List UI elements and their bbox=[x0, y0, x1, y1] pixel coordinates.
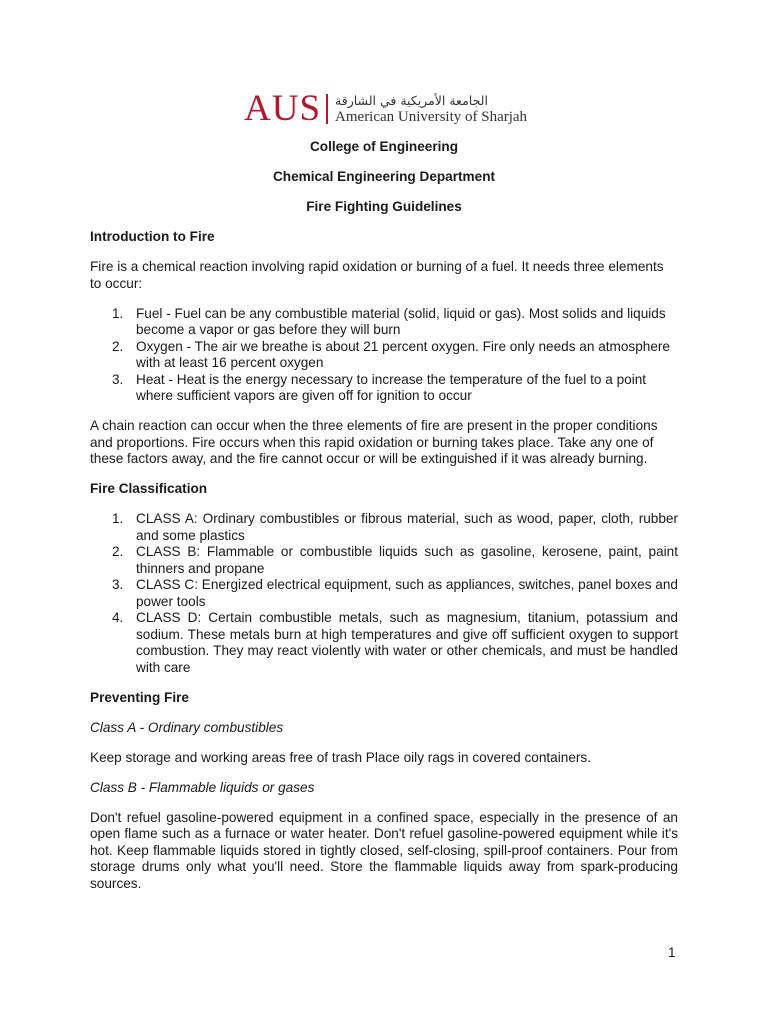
document-body bbox=[90, 139, 678, 892]
intro-text: Fire is a chemical reaction involving rapid oxidation or burning of a fuel. It needs three elements to occur: bbox=[90, 259, 664, 291]
page-number: 1 bbox=[668, 945, 676, 960]
aus-logo bbox=[244, 89, 527, 129]
logo-abbr: AUS bbox=[244, 88, 322, 129]
list-item: 1. CLASS A: Ordinary combustibles or fibrous material, such as wood, paper, cloth, rubber and some plastics bbox=[112, 511, 678, 543]
list-item: 4. CLASS D: Certain combustible metals, such as magnesium, titanium, potassium and sodium. These metals burn at high temperatures and give off sufficient oxygen to support combustion. They may react violently with water or other chemicals, and must be handled with care bbox=[112, 610, 678, 675]
logo-text bbox=[335, 93, 527, 125]
logo-english-name: American University of Sharjah bbox=[335, 109, 528, 125]
logo-divider bbox=[326, 94, 328, 124]
college-title: College of Engineering bbox=[309, 139, 459, 154]
list-item: 1. Fuel - Fuel can be any combustible material (solid, liquid or gas). Most solids and liquids become a vapor or gas before they will burn bbox=[112, 305, 666, 337]
list-item: 2. Oxygen - The air we breathe is about 21 percent oxygen. Fire only needs an atmosphere with at least 16 percent oxygen bbox=[112, 338, 670, 370]
intro-heading: Introduction to Fire bbox=[90, 229, 215, 244]
class-b-subheading: Class B - Flammable liquids or gases bbox=[90, 779, 315, 795]
classification-heading: Fire Classification bbox=[90, 481, 208, 496]
class-a-subheading: Class A - Ordinary combustibles bbox=[90, 719, 284, 735]
list-item: 3. CLASS C: Energized electrical equipment, such as appliances, switches, panel boxes and power tools bbox=[112, 577, 678, 609]
department-title: Chemical Engineering Department bbox=[272, 169, 496, 184]
document-title: Fire Fighting Guidelines bbox=[306, 199, 462, 214]
fire-class-list bbox=[90, 511, 678, 676]
preventing-heading: Preventing Fire bbox=[90, 689, 189, 705]
fire-elements-list bbox=[90, 306, 678, 405]
logo-arabic-name: الجامعة الأمريكية في الشارقة bbox=[335, 93, 488, 108]
chain-reaction-text: A chain reaction can occur when the three elements of fire are present in the proper conditions and proportions. Fire occurs when this rapid oxidation or burning takes place. Take any one of these factors away, and the fire cannot occur or will be extinguished if it was already burning. bbox=[90, 418, 658, 466]
class-b-text: Don't refuel gasoline-powered equipment in a confined space, especially in the presence of an open flame such as a furnace or water heater. Don't refuel gasoline-powered equipment while it's hot. Keep flammable liquids stored in tightly closed, self-closing, spill-proof containers. Pour from storage drums only what you'll need. Store the flammable liquids away from spark-producing sources. bbox=[90, 809, 678, 891]
list-item: 3. Heat - Heat is the energy necessary to increase the temperature of the fuel to a point where sufficient vapors are given off for ignition to occur bbox=[112, 371, 647, 403]
class-a-text: Keep storage and working areas free of trash Place oily rags in covered containers. bbox=[90, 749, 591, 765]
list-item: 2. CLASS B: Flammable or combustible liquids such as gasoline, kerosene, paint, paint thinners and propane bbox=[112, 544, 678, 576]
